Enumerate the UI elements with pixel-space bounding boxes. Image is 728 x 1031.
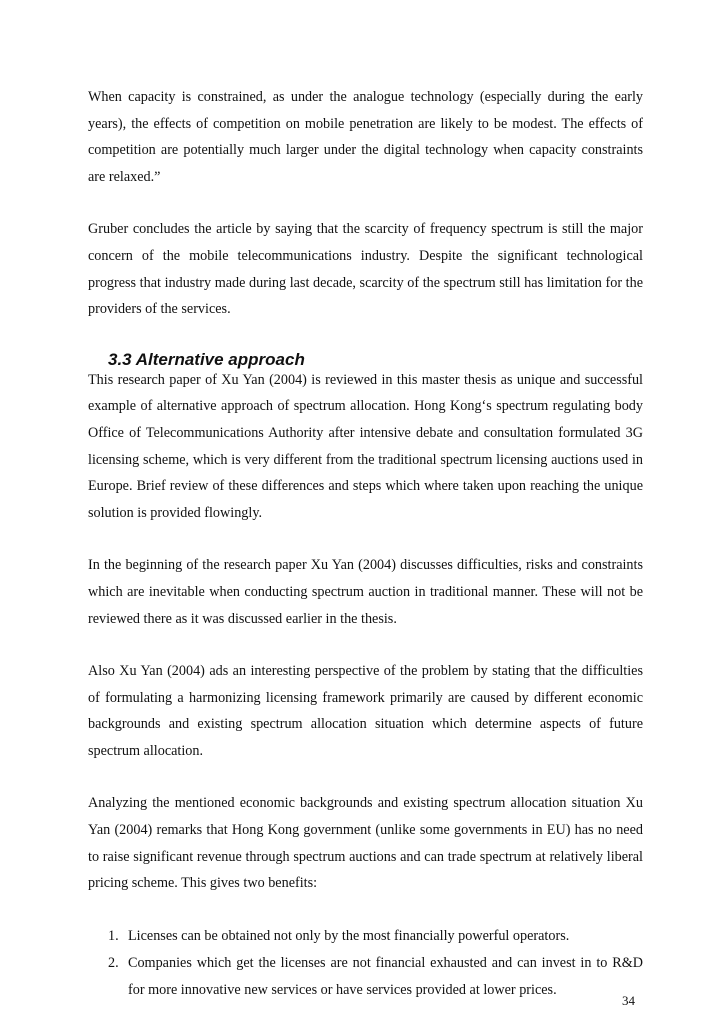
page-number: 34 xyxy=(622,993,635,1008)
paragraph-perspective: Also Xu Yan (2004) ads an interesting perspective of the problem by stating that the difficulties of formulating a harmonizing licensing framework primarily are caused by different economic backgrounds and existing spectrum allocation situation which determine aspects of future spectrum allocation. xyxy=(88,663,643,759)
list-item xyxy=(88,923,643,950)
benefits-list xyxy=(88,923,643,1004)
list-item-number: 1. xyxy=(108,927,119,944)
paragraph-gruber-conclusion: Gruber concludes the article by saying that the scarcity of frequency spectrum is still the major concern of the mobile telecommunications industry. Despite the significant technological progress that industry made during last decade, scarcity of the spectrum still has limitation for the providers of the services. xyxy=(88,221,643,318)
paragraph-analysis: Analyzing the mentioned economic backgrounds and existing spectrum allocation situation Xu Yan (2004) remarks that Hong Kong government (unlike some governments in EU) has no need to raise significant revenue through spectrum auctions and can trade spectrum at relatively liberal pricing scheme. This gives two benefits: xyxy=(88,795,643,892)
list-item-text: Companies which get the licenses are not financial exhausted and can invest in to R&D for more innovative new services or have services provided at lower prices. xyxy=(128,955,643,999)
paragraph-difficulties: In the beginning of the research paper Xu Yan (2004) discusses difficulties, risks and constraints which are inevitable when conducting spectrum auction in traditional manner. These will not be reviewed there as it was discussed earlier in the thesis. xyxy=(88,557,643,627)
section-heading: 3.3 Alternative approach xyxy=(108,349,305,369)
document-body xyxy=(88,84,643,1005)
list-item-text: Licenses can be obtained not only by the most financially powerful operators. xyxy=(128,927,570,944)
list-item-number: 2. xyxy=(108,955,119,972)
paragraph-research-paper: This research paper of Xu Yan (2004) is reviewed in this master thesis as unique and successful example of alternative approach of spectrum allocation. Hong Kong‘s spectrum regulating body Office of Telecommunications Authority after intensive debate and consultation formulated 3G licensing scheme, which is very different from the traditional spectrum licensing auctions used in Europe. Brief review of these differences and steps which where taken upon reaching the unique solution is provided flowingly. xyxy=(88,371,643,521)
paragraph-capacity-quote: When capacity is constrained, as under the analogue technology (especially during the early years), the effects of competition on mobile penetration are likely to be modest. The effects of competition are potentially much larger under the digital technology when capacity constraints are relaxed.” xyxy=(88,89,643,185)
list-item xyxy=(88,950,643,1003)
